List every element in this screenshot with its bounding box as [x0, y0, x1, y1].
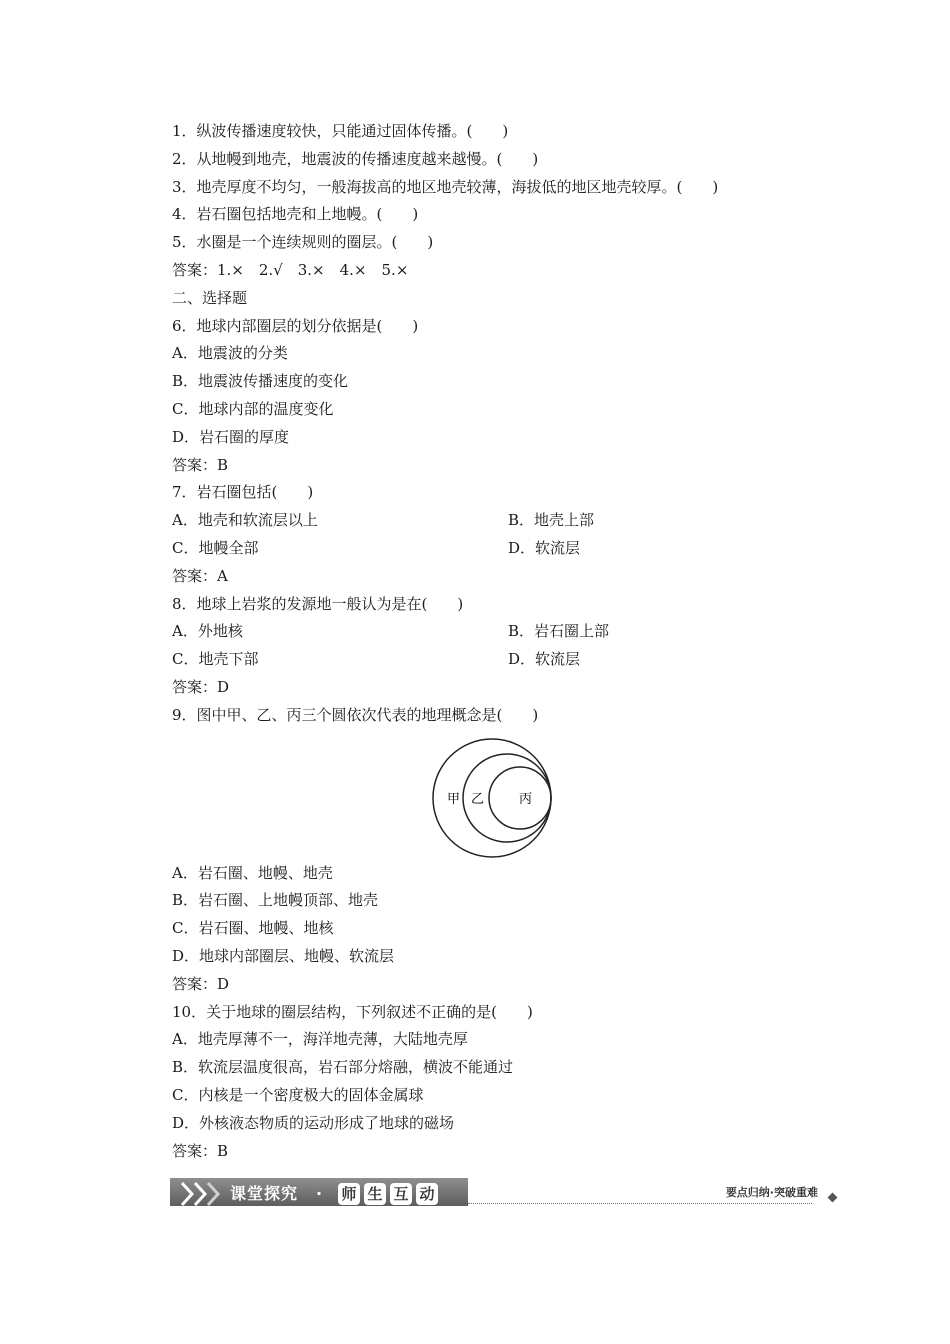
section-banner: [170, 1176, 840, 1210]
q8-option-b: B．岩石圈上部: [508, 622, 610, 641]
banner-char-1: 师: [338, 1183, 360, 1205]
q8-options-row-2: [172, 646, 852, 674]
question-6: 6．地球内部圈层的划分依据是( ): [172, 316, 419, 335]
banner-title: 课堂探究: [230, 1184, 299, 1203]
q10-option-b: B．软流层温度很高，岩石部分熔融，横波不能通过: [172, 1058, 514, 1077]
q8-answer: 答案：D: [172, 677, 230, 696]
q8-option-d: D．软流层: [508, 650, 581, 669]
judgment-item-1: 1．纵波传播速度较快，只能通过固体传播。( ): [172, 122, 509, 140]
banner-char-3: 互: [390, 1183, 412, 1205]
worksheet-content: [172, 118, 852, 1165]
q7-option-c: C．地幔全部: [172, 538, 259, 557]
q8-options-row-1: [172, 618, 852, 646]
banner-subtitle: 要点归纳·突破重难: [725, 1186, 818, 1199]
judgment-item-3: 3．地壳厚度不均匀，一般海拔高的地区地壳较薄，海拔低的地区地壳较厚。( ): [172, 177, 719, 196]
banner-bar: [170, 1178, 468, 1206]
question-10: 10．关于地球的圈层结构，下列叙述不正确的是( ): [172, 1002, 533, 1021]
q7-answer: 答案：A: [172, 566, 228, 585]
q7-options-row-1: [172, 507, 852, 535]
diamond-icon: [828, 1193, 838, 1203]
q6-option-b: B．地震波传播速度的变化: [172, 372, 349, 391]
banner-dotted-rule: [468, 1203, 812, 1204]
judgment-item-2: 2．从地幔到地壳，地震波的传播速度越来越慢。( ): [172, 149, 539, 168]
q9-option-d: D．地球内部圈层、地幔、软流层: [172, 946, 395, 965]
label-outer: 甲: [447, 792, 461, 807]
label-inner: 丙: [519, 792, 533, 807]
q6-option-c: C．地球内部的温度变化: [172, 399, 334, 418]
question-7: 7．岩石圈包括( ): [172, 483, 314, 502]
question-9: 9．图中甲、乙、丙三个圆依次代表的地理概念是( ): [172, 705, 539, 724]
q6-option-d: D．岩石圈的厚度: [172, 427, 290, 446]
q9-option-b: B．岩石圈、上地幔顶部、地壳: [172, 891, 379, 910]
nested-circles-figure: [431, 737, 553, 859]
q7-options-row-2: [172, 535, 852, 563]
judgment-item-5: 5．水圈是一个连续规则的圈层。( ): [172, 233, 434, 252]
q8-option-c: C．地壳下部: [172, 650, 259, 669]
q10-option-d: D．外核液态物质的运动形成了地球的磁场: [172, 1113, 455, 1132]
q9-option-a: A．岩石圈、地幔、地壳: [172, 863, 333, 882]
label-middle: 乙: [471, 792, 485, 807]
q7-option-d: D．软流层: [508, 538, 581, 557]
section-heading: 二、选择题: [172, 288, 248, 307]
banner-char-2: 生: [364, 1183, 386, 1205]
banner-dot: ·: [316, 1184, 324, 1203]
q7-option-b: B．地壳上部: [508, 511, 595, 530]
q6-answer: 答案：B: [172, 455, 229, 474]
q8-option-a: A．外地核: [172, 622, 243, 641]
q7-option-a: A．地壳和软流层以上: [172, 511, 318, 530]
q10-option-c: C．内核是一个密度极大的固体金属球: [172, 1085, 424, 1104]
banner-char-4: 动: [416, 1183, 438, 1205]
judgment-item-4: 4．岩石圈包括地壳和上地幔。( ): [172, 205, 419, 224]
question-8: 8．地球上岩浆的发源地一般认为是在( ): [172, 594, 464, 613]
q6-option-a: A．地震波的分类: [172, 344, 288, 363]
q9-option-c: C．岩石圈、地幔、地核: [172, 919, 334, 938]
answer-judgment: 答案：1.× 2.√ 3.× 4.× 5.×: [172, 260, 409, 279]
q10-answer: 答案：B: [172, 1141, 229, 1160]
q10-option-a: A．地壳厚薄不一，海洋地壳薄，大陆地壳厚: [172, 1030, 468, 1049]
q9-answer: 答案：D: [172, 974, 230, 993]
chevron-arrows-icon: [178, 1180, 226, 1208]
